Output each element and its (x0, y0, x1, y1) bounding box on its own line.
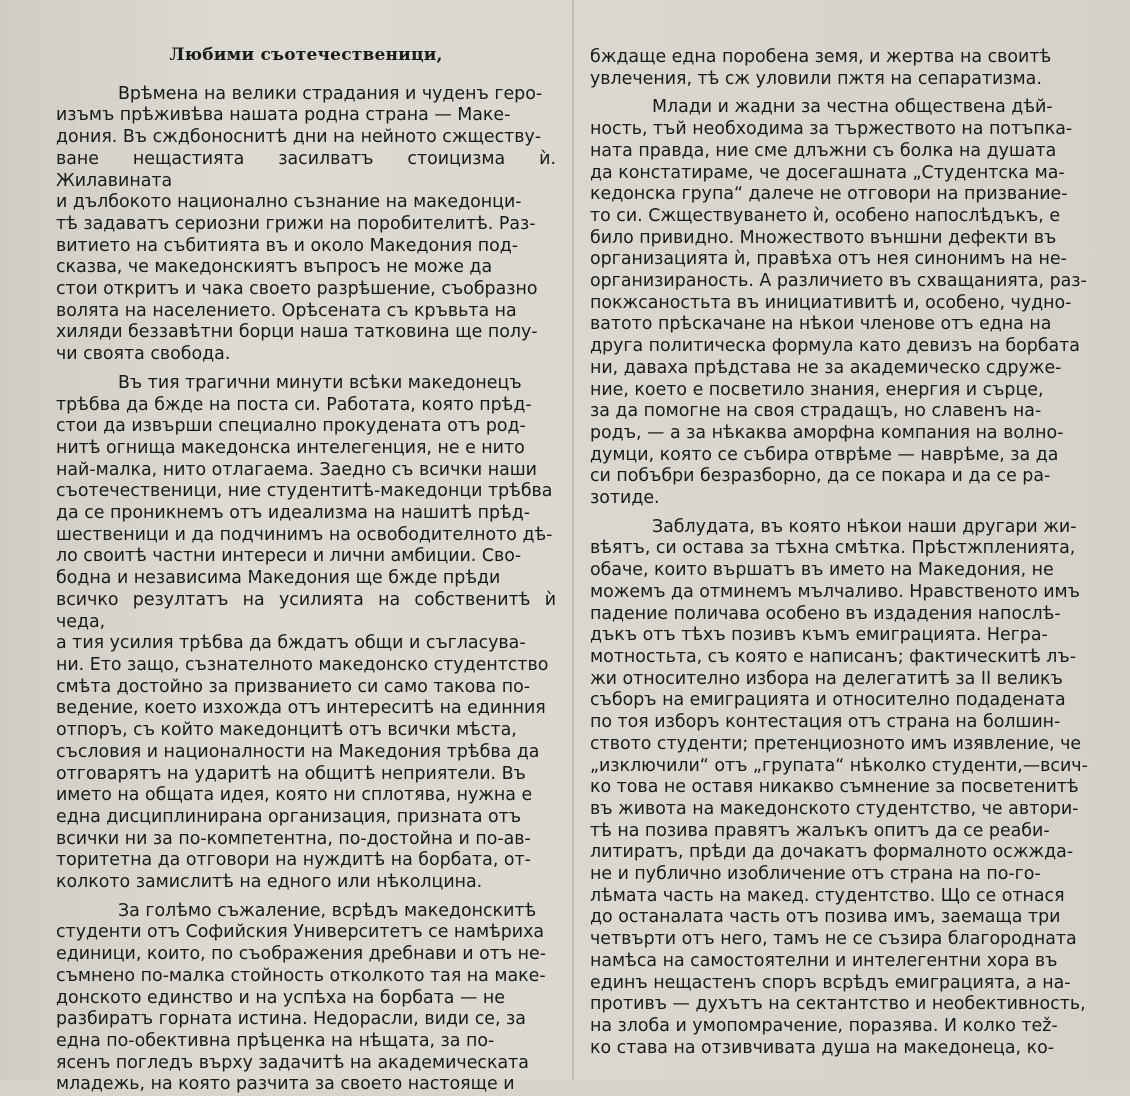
salutation-heading: Любими съотечественици, (169, 45, 443, 65)
column-fold (572, 0, 574, 1080)
paragraph-3: За голѣмо съжаление, всрѣдъ македонскитѣ студенти отъ Софийския Университетъ се намѣриха единици, които, по съображения дребнави и отъ не- съмнено по-малка стойность отколкото тая на маке- донското единство и на успѣха на борбата — не разбиратъ горната истина. Недорасли, види се, за една по-обективна прѣценка на нѣщата, за по- ясенъ погледъ върху задачитѣ на академическата младежь, на която разчита за своето настояще и (56, 900, 546, 1095)
paragraph-5: Млади и жадни за честна обществена дѣй- ность, тъй необходима за тържеството на потъпка- ната правда, ние сме длъжни съ болка на душата да констатираме, че досегашната „Студентска ма- кедонска група“ далече не отговори на призвание- то си. Сжществуването ѝ, особено напослѣдъкъ, е било привидно. Множеството външни дефекти въ организацията ѝ, правѣха отъ нея синонимъ на не- организираность. А различието въ схващанията, раз- покжсаностьта въ инициативитѣ и, особено, чудно- ватото прѣскачане на нѣкои членове отъ една на друга политическа формула като девизъ на борбата ни, даваха прѣдстава не за академическо сдруже- ние, което е посветило знания, енергия и сърце, за да помогне на своя страдащъ, но славенъ на- родъ, — а за нѣкаква аморфна компания на волно- думци, която се събира отврѣме — наврѣме, за да си побъбри безразборно, да се покара и да се ра- зотиде. (590, 97, 1087, 509)
paragraph-4-continued: бждаще една поробена земя, и жертва на своитѣ увлечения, тѣ сж уловили пжтя на сепаратизма. (590, 47, 1052, 89)
paragraph-1: Врѣмена на велики страдания и чуденъ геро- изъмъ прѣживѣва нашата родна страна — Маке- дония. Въ сждбоноснитѣ дни на нейното сжществу- ване нещастията засилватъ стоицизма ѝ. Жилавината и дълбокото национално съзнание на македонци- тѣ задаватъ сериозни грижи на поробителитѣ. Раз- витието на събитията въ и около Македония под- сказва, че македонскиятъ въпросъ не може да стои откритъ и чака своето разрѣшение, съобразно волята на населението. Орѣсената съ кръвьта на хиляди беззавѣтни борци наша татковина ще полу- чи своята свобода. (56, 83, 556, 365)
paragraph-6: Заблудата, въ която нѣкои наши другари жи- вѣятъ, си остава за тѣхна смѣтка. Прѣстжпленията, обаче, които вършатъ въ името на Македония, не можемъ да отминемъ мълчаливо. Нравственото имъ падение поличава особено въ издадения напослѣ- дъкъ отъ тѣхъ позивъ къмъ емиграцията. Негра- мотностьта, съ която е написанъ; фактическитѣ лъ- жи относително избора на делегатитѣ за II великъ съборъ на емиграцията и относително подадената по тоя изборъ контестация отъ страна на болшин- ството студенти; претенциозното имъ изявление, че „изключили“ отъ „групата“ нѣколко студенти,—всич- ко това не оставя никакво съмнение за посветенитѣ въ живота на македонското студентство, че автори- тѣ на позива правятъ жалъкъ опитъ да се реаби- литиратъ, прѣди да дочакатъ формалното осжжда- не и публично изобличение отъ страна на по-го- лѣмата часть на макед. студентство. Що се отнася до останалата часть отъ позива имъ, заемаща три четвърти отъ него, тамъ не се съзира благородната намѣса на самостоятелни и интелегентни хора въ единъ нещастенъ споръ всрѣдъ емиграцията, а на- противъ — духътъ на сектантство и необективность, на злоба и умопомрачение, поразява. И колко тež- ко става на отзивчивата душа на македонеца, ко- (590, 516, 1088, 1058)
left-column (56, 40, 556, 1096)
right-column (590, 47, 1112, 1059)
paragraph-2: Въ тия трагични минути всѣки македонецъ трѣбва да бжде на поста си. Работата, която прѣд- стои да извърши специално прокудената отъ род- нитѣ огнища македонска интелегенция, не е нито най-малка, нито отлагаема. Заедно съ всички наши съотечественици, ние студентитѣ-македонци трѣбва да се проникнемъ отъ идеализма на нашитѣ прѣд- шественици и да подчинимъ на освободителното дѣ- ло своитѣ частни интереси и лични амбиции. Сво- бодна и независима Македония ще бжде прѣди всичко резултатъ на усилията на собственитѣ ѝ чеда, а тия усилия трѣбва да бждатъ общи и съгласува- ни. Ето защо, съзнателното македонско студентство смѣта достойно за призванието си само такова по- ведение, което изхожда отъ интереситѣ на единния отпоръ, съ който македонцитѣ отъ всички мѣста, съсловия и националности на Македония трѣбва да отговарятъ на ударитѣ на общитѣ неприятели. Въ името на общата идея, която ни сплотява, нужна е една дисциплинирана организация, призната отъ всички ни за по-компетентна, по-достойна и по-ав- торитетна да отговори на нуждитѣ на борбата, от- колкото замислитѣ на едного или нѣколцина. (56, 372, 556, 893)
